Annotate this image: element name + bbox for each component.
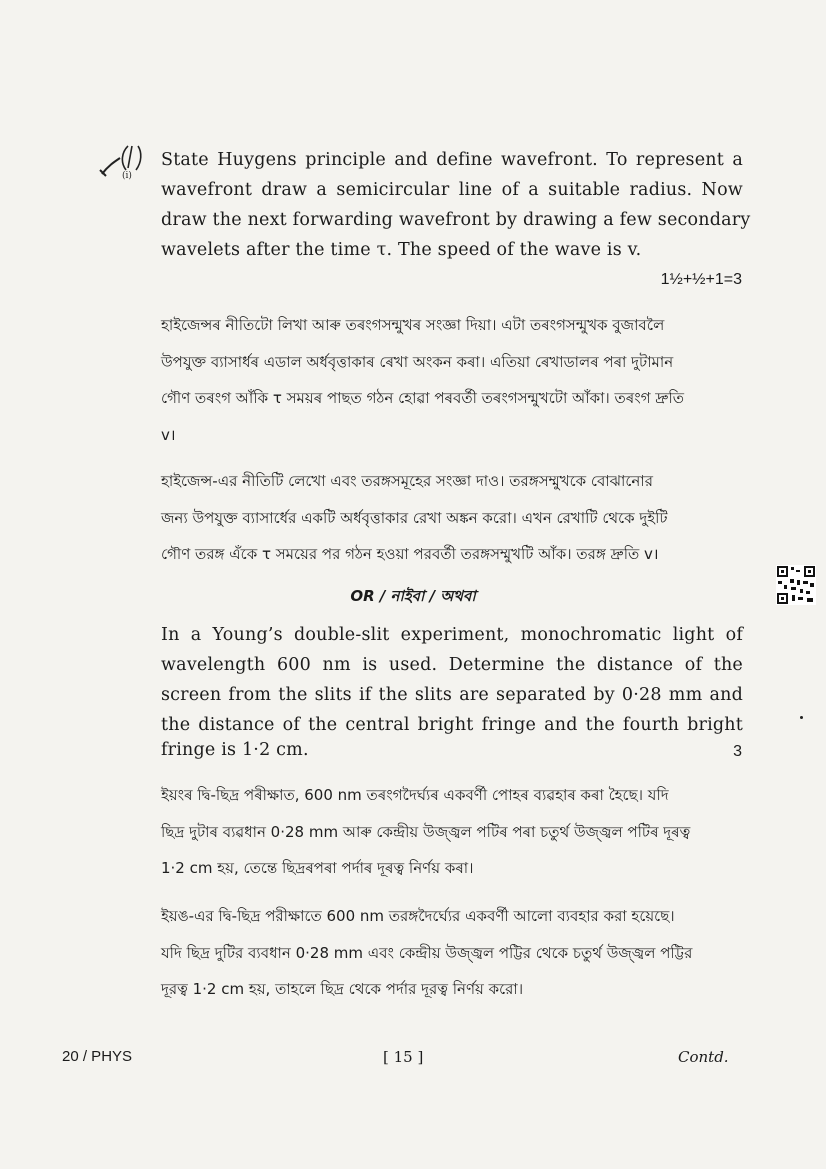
alternative-english-last [161, 735, 743, 765]
question-english [161, 145, 751, 235]
text-line: State Huygens principle and define wavefront. To represent a [161, 150, 743, 170]
paper-code: 20 / PHYS [62, 1048, 133, 1065]
question-english-last [161, 235, 743, 265]
text-line: দূরত্ব 1·2 cm হয়, তাহলে ছিদ্র থেকে পর্দার দূরত্ব নির্ণয় করো। [161, 980, 524, 998]
text-line: হাইজেন্স-এর নীতিটি লেখো এবং তরঙ্গসমূহের সংজ্ঞা দাও। তরঙ্গসম্মুখকে বোঝানোর [161, 472, 653, 490]
text-line: গৌণ তৰংগ আঁকি τ সময়ৰ পাছত গঠন হোৱা পৰবৰ্তী তৰংগসন্মুখটো আঁকা। তৰংগ দ্ৰুতি [161, 389, 685, 407]
continued-label: Contd. [678, 1048, 729, 1066]
text-line: 1·2 cm হয়, তেন্তে ছিদ্ৰৰপৰা পৰ্দাৰ দূৰত্ব নিৰ্ণয় কৰা। [161, 859, 474, 877]
text-line: wavelets after the time τ. The speed of the wave is v. [161, 240, 642, 260]
question-assamese [161, 307, 743, 453]
question-marks: 1½+½+1=3 [660, 271, 742, 288]
or-divider: OR / নাইবা / অথবা [350, 587, 476, 605]
text-line: গৌণ তরঙ্গ এঁকে τ সময়ের পর গঠন হওয়া পরবর্তী তরঙ্গসম্মুখটি আঁক। তরঙ্গ দ্রুতি v। [161, 545, 659, 563]
alternative-bengali [161, 898, 743, 1008]
speck [800, 716, 803, 719]
text-line: fringe is 1·2 cm. [161, 740, 309, 760]
alternative-marks: 3 [733, 743, 742, 760]
text-line: ছিদ্ৰ দুটাৰ ব্যৱধান 0·28 mm আৰু কেন্দ্ৰীয় উজ্জ্বল পটিৰ পৰা চতুৰ্থ উজ্জ্বল পটিৰ দূৰত্ব [161, 822, 691, 841]
text-line: the distance of the central bright fringe and the fourth bright [161, 715, 743, 735]
text-line: In a Young’s double-slit experiment, monochromatic light of [161, 625, 743, 645]
svg-text:(i): (i) [122, 171, 132, 181]
text-line: ইয়ঙ-এর দ্বি-ছিদ্র পরীক্ষাতে 600 nm তরঙ্গদৈর্ঘ্যের একবর্ণী আলো ব্যবহার করা হয়েছে। [161, 907, 675, 925]
text-line: উপযুক্ত ব্যাসাৰ্ধৰ এডাল অৰ্ধবৃত্তাকাৰ ৰেখা অংকন কৰা। এতিয়া ৰেখাডালৰ পৰা দুটামান [161, 352, 674, 371]
handwritten-question-mark [98, 140, 146, 182]
text-line: জন্য উপযুক্ত ব্যাসার্ধের একটি অর্ধবৃত্তাকার রেখা অঙ্কন করো। এখন রেখাটি থেকে দুইটি [161, 508, 668, 527]
text-line: v। [161, 425, 176, 444]
alternative-english [161, 620, 743, 740]
question-bengali [161, 463, 743, 573]
text-line: হাইজেন্সৰ নীতিটো লিখা আৰু তৰংগসন্মুখৰ সংজ্ঞা দিয়া। এটা তৰংগসন্মুখক বুজাবলৈ [161, 316, 665, 334]
text-line: draw the next forwarding wavefront by drawing a few secondary [161, 210, 751, 230]
alternative-assamese [161, 777, 743, 887]
qr-code-icon [776, 565, 816, 605]
text-line: wavefront draw a semicircular line of a suitable radius. Now [161, 180, 743, 200]
text-line: ইয়ংৰ দ্বি-ছিদ্ৰ পৰীক্ষাত, 600 nm তৰংগদৈৰ্ঘ্যৰ একবৰ্ণী পোহৰ ব্যৱহাৰ কৰা হৈছে। যদি [161, 786, 669, 804]
page-number: [ 15 ] [383, 1048, 424, 1066]
text-line: screen from the slits if the slits are separated by 0·28 mm and [161, 685, 743, 705]
text-line: wavelength 600 nm is used. Determine the distance of the [161, 655, 743, 675]
text-line: যদি ছিদ্র দুটির ব্যবধান 0·28 mm এবং কেন্দ্রীয় উজ্জ্বল পট্টির থেকে চতুর্থ উজ্জ্বল পট্টির [161, 943, 693, 962]
